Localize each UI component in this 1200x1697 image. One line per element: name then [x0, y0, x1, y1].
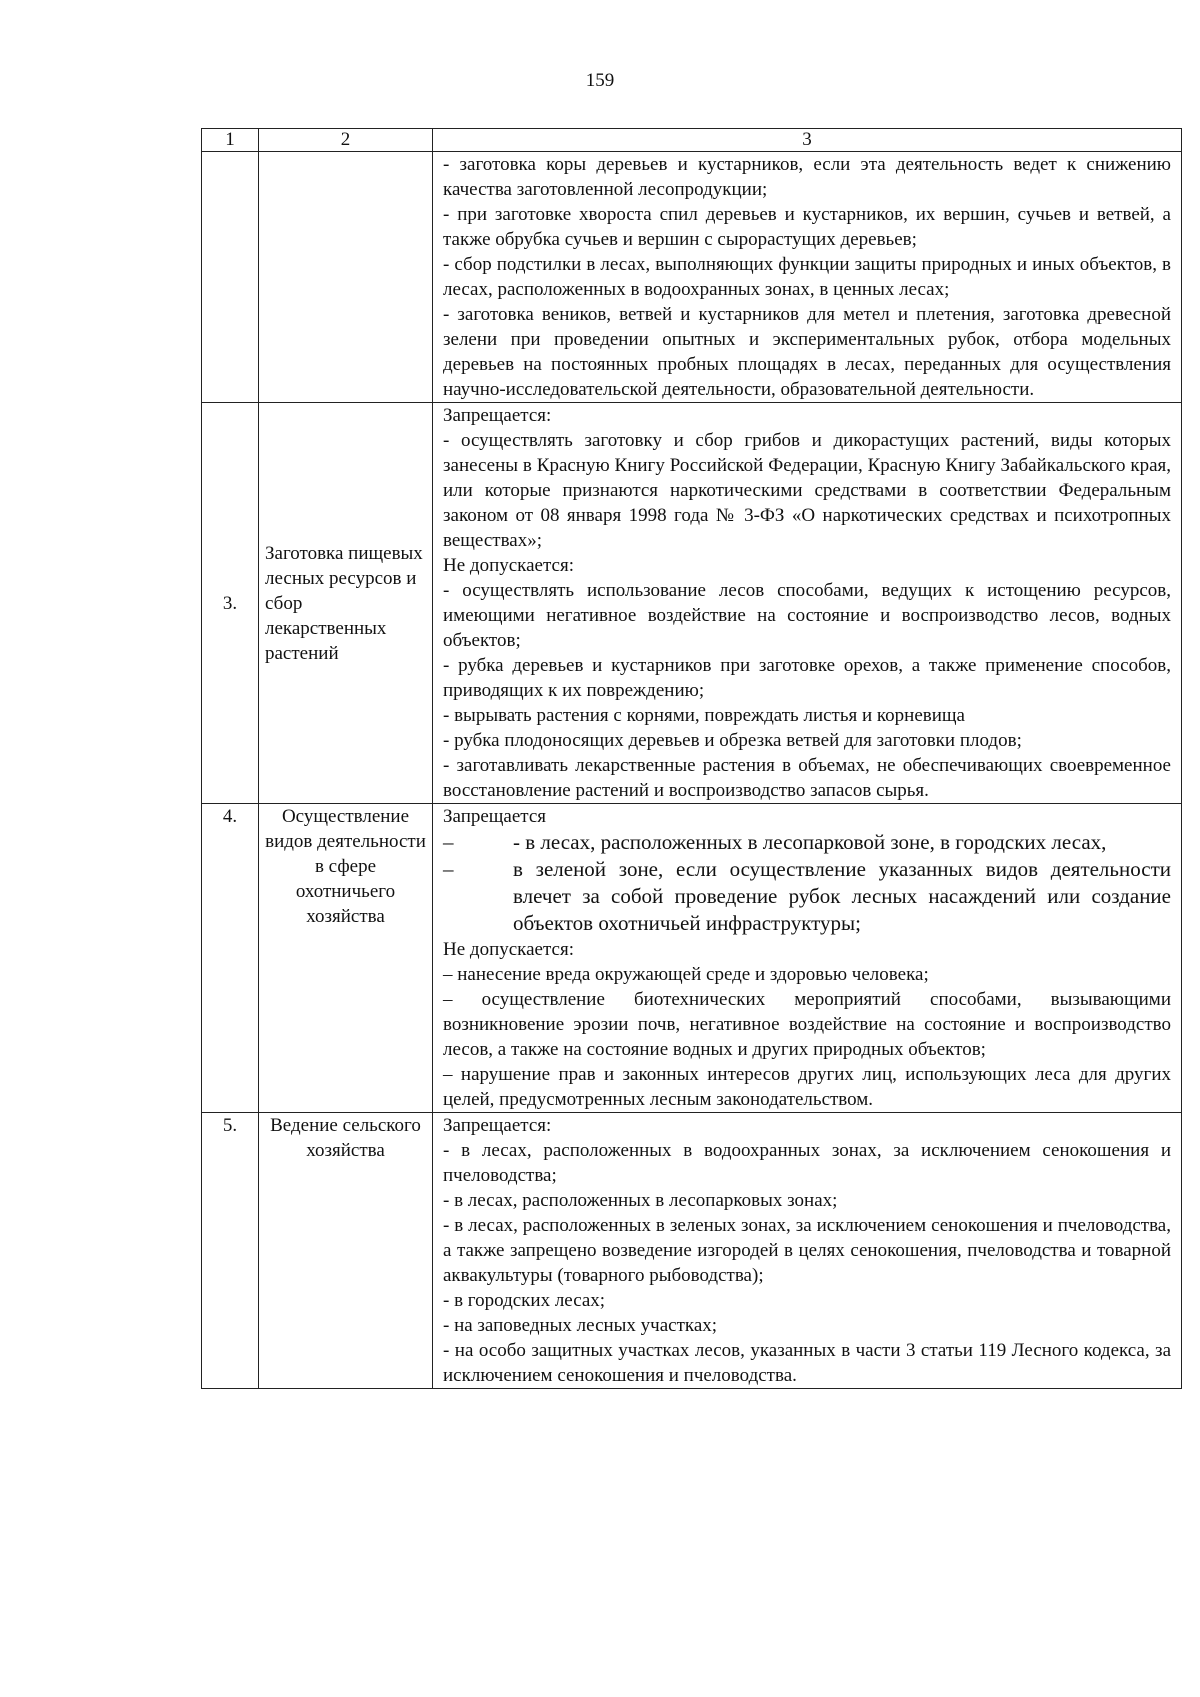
header-cell-3: 3	[433, 129, 1182, 152]
content-line: - рубка плодоносящих деревьев и обрезка ветвей для заготовки плодов;	[443, 730, 1022, 751]
dash-text: в зеленой зоне, если осуществление указанных видов деятельности влечет за собой проведение рубок лесных насаждений или создание объектов охотничьей инфраструктуры;	[513, 857, 1171, 935]
content-line: - в городских лесах;	[443, 1290, 606, 1311]
regulations-table	[201, 128, 1182, 1389]
header-cell-2: 2	[259, 129, 433, 152]
table-header-row	[202, 129, 1182, 152]
content-dash-line	[443, 856, 1171, 937]
content-line: - заготавливать лекарственные растения в объемах, не обеспечивающих своевременное восстановление растений и воспроизводство запасов сырья.	[443, 755, 1171, 801]
header-cell-1: 1	[202, 129, 259, 152]
content-line: Запрещается:	[443, 1115, 552, 1136]
dash-marker: –	[443, 830, 454, 854]
table-row	[202, 403, 1182, 804]
content-line: Запрещается:	[443, 405, 552, 426]
table-row	[202, 152, 1182, 403]
page-number: 159	[585, 70, 615, 91]
content-line: Запрещается	[443, 806, 547, 827]
content-dash-line	[443, 829, 1171, 856]
content-line: - рубка деревьев и кустарников при заготовке орехов, а также применение способов, приводящих к их повреждению;	[443, 655, 1171, 701]
dash-marker: –	[443, 857, 454, 881]
content-line: - сбор подстилки в лесах, выполняющих функции защиты природных и иных объектов, в лесах, расположенных в водоохранных зонах, в ценных лесах;	[443, 254, 1171, 300]
content-line: – осуществление биотехнических мероприятий способами, вызывающими возникновение эрозии почв, негативное воздействие на состояние и воспроизводство лесов, а также на состояние водных и других природных объектов;	[443, 989, 1171, 1060]
row-content	[433, 804, 1182, 1113]
row-content	[433, 152, 1182, 403]
content-line: - в лесах, расположенных в зеленых зонах, за исключением сенокошения и пчеловодства, а также запрещено возведение изгородей в целях сенокошения, пчеловодства и товарной аквакультуры (товарного рыбоводства);	[443, 1215, 1171, 1286]
content-line: Не допускается:	[443, 939, 574, 960]
row-number: 5.	[202, 1113, 259, 1389]
content-line: - в лесах, расположенных в лесопарковых зонах;	[443, 1190, 838, 1211]
content-line: Не допускается:	[443, 555, 574, 576]
content-line: - при заготовке хвороста спил деревьев и кустарников, их вершин, сучьев и ветвей, а также обрубка сучьев и вершин с сырорастущих деревьев;	[443, 204, 1171, 250]
table-row	[202, 804, 1182, 1113]
content-line: - осуществлять использование лесов способами, ведущих к истощению ресурсов, имеющими негативное воздействие на состояние и воспроизводство лесов, водных объектов;	[443, 580, 1171, 651]
table-row	[202, 1113, 1182, 1389]
row-content	[433, 1113, 1182, 1389]
row-number: 4.	[202, 804, 259, 1113]
row-content	[433, 403, 1182, 804]
row-number	[202, 152, 259, 403]
content-line: - на особо защитных участках лесов, указанных в части 3 статьи 119 Лесного кодекса, за исключением сенокошения и пчеловодства.	[443, 1340, 1171, 1386]
dash-text: - в лесах, расположенных в лесопарковой зоне, в городских лесах,	[513, 830, 1107, 854]
content-line: - заготовка коры деревьев и кустарников, если эта деятельность ведет к снижению качества заготовленной лесопродукции;	[443, 154, 1171, 200]
row-activity-name: Заготовка пищевых лесных ресурсов и сбор лекарственных растений	[259, 403, 433, 804]
content-line: – нанесение вреда окружающей среде и здоровью человека;	[443, 964, 929, 985]
content-line: - на заповедных лесных участках;	[443, 1315, 718, 1336]
row-activity-name	[259, 152, 433, 403]
content-line: - заготовка веников, ветвей и кустарников для метел и плетения, заготовка древесной зелени при проведении опытных и экспериментальных рубок, отбора модельных деревьев на постоянных пробных площадях в лесах, переданных для осуществления научно-исследовательской деятельности, образовательной деятельности.	[443, 304, 1171, 400]
content-line: - в лесах, расположенных в водоохранных зонах, за исключением сенокошения и пчеловодства;	[443, 1140, 1171, 1186]
row-activity-name: Осуществление видов деятельности в сфере охотничьего хозяйства	[259, 804, 433, 1113]
content-line: - осуществлять заготовку и сбор грибов и дикорастущих растений, виды которых занесены в Красную Книгу Российской Федерации, Красную Книгу Забайкальского края, или которые признаются наркотическими средствами в соответствии Федеральным законом от 08 января 1998 года № 3-ФЗ «О наркотических средствах и психотропных веществах»;	[443, 430, 1171, 551]
content-line: – нарушение прав и законных интересов других лиц, использующих леса для других целей, предусмотренных лесным законодательством.	[443, 1064, 1171, 1110]
content-line: - вырывать растения с корнями, повреждать листья и корневища	[443, 705, 965, 726]
row-activity-name: Ведение сельского хозяйства	[259, 1113, 433, 1389]
row-number: 3.	[202, 403, 259, 804]
